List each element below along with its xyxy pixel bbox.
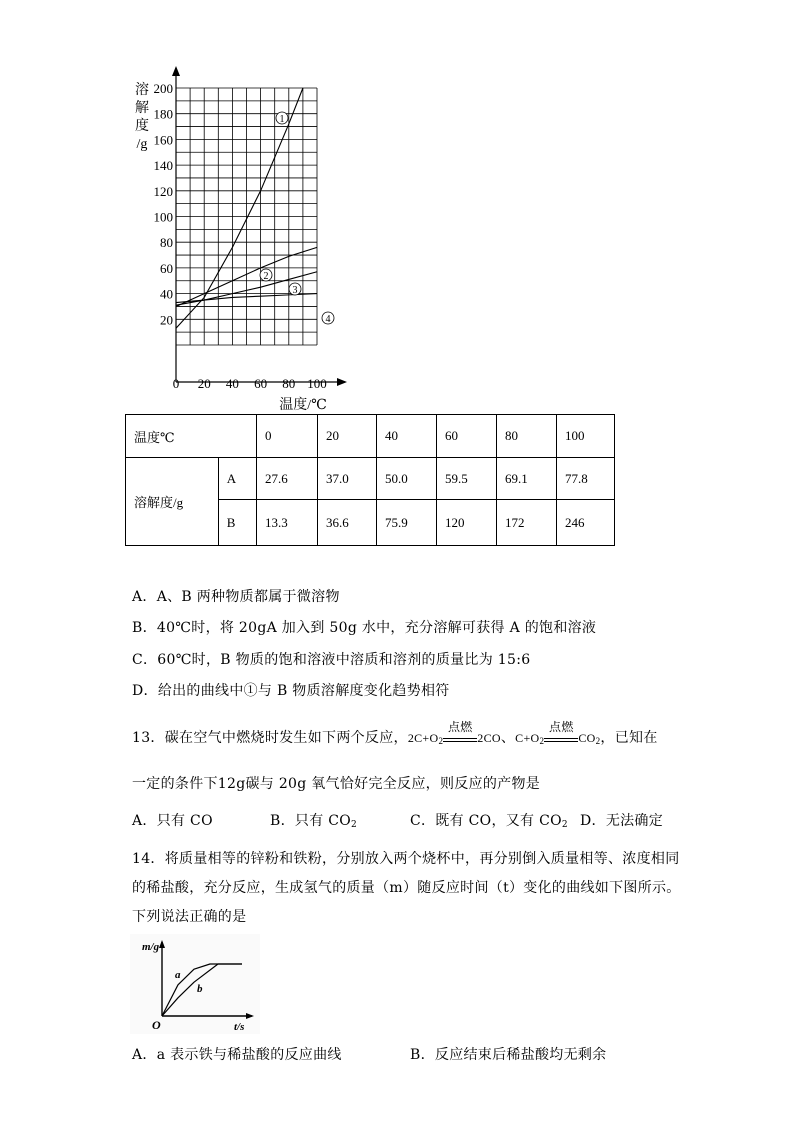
solubility-table — [125, 414, 615, 546]
row-label: A — [218, 458, 256, 500]
q13-option-d: D．无法确定 — [580, 813, 664, 829]
series-label-4: 4 — [325, 314, 331, 325]
q14-line3: 下列说法正确的是 — [132, 909, 247, 925]
row-label: B — [218, 500, 256, 546]
q13-option-b: B．只有 $CO_2$ — [270, 813, 358, 830]
y-axis-label: 度 — [135, 119, 149, 134]
temp-cell: 0 — [257, 415, 318, 458]
reaction-2: $C+O_2$ 点燃 $CO_2$ — [515, 720, 601, 746]
series-label-1: 1 — [279, 114, 285, 125]
q13-options — [132, 810, 663, 830]
table-cell: 77.8 — [557, 458, 615, 500]
table-cell: 75.9 — [377, 500, 437, 546]
q14-options — [132, 1044, 607, 1064]
q14-line1: 14．将质量相等的锌粉和铁粉，分别放入两个烧杯中，再分别倒入质量相等、浓度相同 — [132, 851, 680, 867]
table-cell: 69.1 — [497, 458, 557, 500]
row-group-label: 溶解度/g — [126, 458, 219, 546]
q12-option-c: C．60℃时，B 物质的饱和溶液中溶质和溶剂的质量比为 15:6 — [132, 652, 531, 668]
temp-cell: 100 — [557, 415, 615, 458]
x-tick-label: 40 — [225, 376, 239, 391]
q12-option-a: A．A、B 两种物质都属于微溶物 — [132, 589, 340, 605]
x-tick-label: 80 — [282, 376, 296, 391]
table-cell: 36.6 — [318, 500, 377, 546]
table-header-label: 温度℃ — [126, 415, 257, 458]
y-tick-label: 120 — [153, 183, 173, 199]
q13-tail: ，已知在 — [600, 730, 658, 746]
q12-option-b: B．40℃时，将 20gA 加入到 50g 水中，充分溶解可获得 A 的饱和溶液 — [132, 620, 597, 636]
condition-label: 点燃 — [549, 720, 574, 734]
y-tick-label: 80 — [160, 235, 173, 251]
table-cell: 37.0 — [318, 458, 377, 500]
q14-line2: 的稀盐酸，充分反应，生成氢气的质量（m）随反应时间（t）变化的曲线如下图所示。 — [132, 880, 681, 896]
x-tick-label: 100 — [307, 376, 327, 391]
y-tick-label: 20 — [160, 312, 173, 328]
q12-option-d: D．给出的曲线中①与 B 物质溶解度变化趋势相符 — [132, 683, 450, 699]
q14-option-a: A．a 表示铁与稀盐酸的反应曲线 — [132, 1047, 342, 1063]
y-axis-label: 解 — [135, 101, 149, 116]
table-cell: 246 — [557, 500, 615, 546]
x-axis-label: t/s — [234, 1021, 245, 1033]
y-tick-label: 40 — [160, 286, 173, 302]
y-tick-label: 100 — [153, 209, 173, 225]
table-cell: 50.0 — [377, 458, 437, 500]
temp-cell: 20 — [318, 415, 377, 458]
x-tick-label: 20 — [197, 376, 211, 391]
q14-option-b: B．反应结束后稀盐酸均无剩余 — [410, 1047, 607, 1063]
y-tick-label: 180 — [153, 106, 173, 122]
y-tick-label: 60 — [160, 260, 173, 276]
x-tick-label: 60 — [254, 376, 268, 391]
q13-line2: 一定的条件下12g碳与 20g 氧气恰好完全反应，则反应的产物是 — [132, 776, 541, 792]
q13-option-c: C．既有 CO，又有 $CO_2$ — [410, 813, 568, 830]
temp-cell: 80 — [497, 415, 557, 458]
q13-intro: 13．碳在空气中燃烧时发生如下两个反应， — [132, 730, 408, 746]
y-tick-label: 140 — [153, 158, 173, 174]
q13-option-a: A．只有 CO — [132, 813, 213, 829]
table-cell: 59.5 — [437, 458, 497, 500]
series-label-3: 3 — [292, 285, 298, 296]
condition-label: 点燃 — [447, 720, 473, 734]
hydrogen-chart — [130, 934, 260, 1034]
temp-cell: 40 — [377, 415, 437, 458]
series-label-a: a — [175, 969, 181, 981]
y-axis-label: 溶 — [135, 83, 149, 98]
origin-label: O — [152, 1018, 161, 1032]
table-cell: 13.3 — [257, 500, 318, 546]
series-label-b: b — [197, 983, 203, 995]
table-cell: 172 — [497, 500, 557, 546]
x-axis-label: 温度/℃ — [279, 398, 327, 413]
x-axis-arrow — [337, 378, 347, 386]
table-cell: 27.6 — [257, 458, 318, 500]
y-tick-label: 160 — [153, 132, 173, 148]
y-axis-arrow — [172, 66, 180, 76]
y-axis-label: m/g — [142, 941, 160, 953]
solubility-chart — [120, 60, 360, 415]
x-tick-label: 0 — [172, 376, 180, 391]
temp-cell: 60 — [437, 415, 497, 458]
y-tick-label: 200 — [153, 81, 173, 96]
table-cell: 120 — [437, 500, 497, 546]
y-axis-label: /g — [136, 137, 148, 152]
separator: 、 — [500, 730, 516, 746]
q13-stem — [132, 720, 658, 747]
reaction-1: $2C+O_2$ 点燃 2CO — [407, 720, 501, 746]
series-label-2: 2 — [263, 271, 269, 282]
